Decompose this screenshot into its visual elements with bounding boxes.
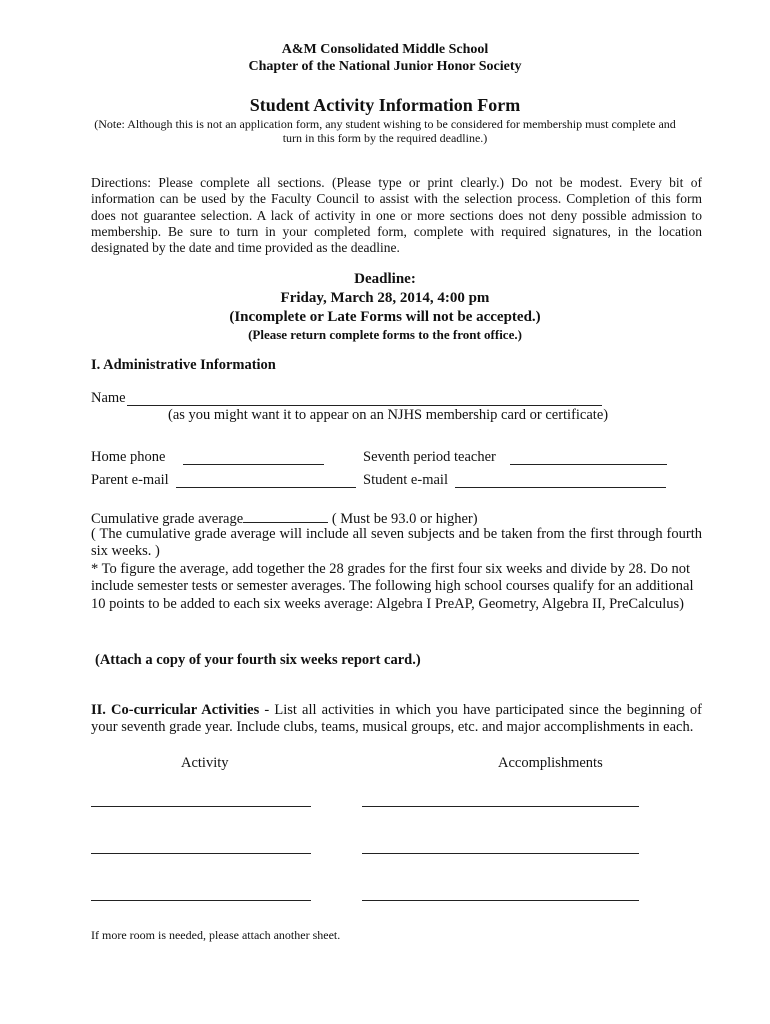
name-label: Name [91, 390, 126, 406]
note-line-2: turn in this form by the required deadline.) [282, 131, 488, 145]
chapter-name: Chapter of the National Junior Honor Society [248, 59, 522, 74]
section1-heading: I. Administrative Information [91, 357, 276, 373]
gpa-field[interactable] [243, 508, 328, 523]
note-line-1: (Note: Although this is not an application form, any student wishing to be considered for membership must complete and [94, 117, 676, 131]
accomplishment-field-3[interactable] [362, 900, 639, 901]
seventh-teacher-field[interactable] [510, 464, 667, 465]
student-email-field[interactable] [455, 487, 666, 488]
gpa-note: ( The cumulative grade average will include all seven subjects and be taken from the first through fourth six weeks. ) [91, 526, 702, 560]
seventh-teacher-label: Seventh period teacher [363, 449, 496, 465]
activity-field-3[interactable] [91, 900, 311, 901]
deadline-date: Friday, March 28, 2014, 4:00 pm [280, 290, 490, 306]
name-field[interactable] [127, 405, 602, 406]
section2-intro-text: - List all activities in which you have participated since the beginning of your seventh grade year. Include clubs, teams, musical groups, etc. and major accomplishments in each. [91, 702, 702, 736]
deadline-label: Deadline: [354, 271, 416, 287]
home-phone-label: Home phone [91, 449, 166, 465]
parent-email-label: Parent e-mail [91, 472, 169, 488]
directions-paragraph: Directions: Please complete all sections. (Please type or print clearly.) Do not be modest. Every bit of information can be used by the Faculty Council to assist with the selection process. Completion of this form does not guarantee selection. A lack of activity in one or more sections does not deny possible admission to membership. Be sure to turn in your completed form, complete with required signatures, in the location designated by the date and time provided as the deadline. [91, 175, 702, 256]
accomplishments-column-header: Accomplishments [498, 755, 603, 771]
gpa-requirement: ( Must be 93.0 or higher) [331, 511, 478, 527]
section2-heading: II. Co-curricular Activities [91, 702, 260, 718]
school-name: A&M Consolidated Middle School [281, 42, 489, 57]
attach-report-card-note: (Attach a copy of your fourth six weeks report card.) [95, 652, 421, 668]
deadline-warning: (Incomplete or Late Forms will not be accepted.) [229, 309, 541, 325]
gpa-row [91, 508, 478, 528]
form-title: Student Activity Information Form [249, 95, 521, 115]
name-hint: (as you might want it to appear on an NJHS membership card or certificate) [168, 407, 609, 423]
gpa-label: Cumulative grade average [91, 511, 244, 527]
activity-field-2[interactable] [91, 853, 311, 854]
accomplishment-field-1[interactable] [362, 806, 639, 807]
extra-sheet-note: If more room is needed, please attach another sheet. [91, 928, 341, 942]
activity-field-1[interactable] [91, 806, 311, 807]
activity-column-header: Activity [181, 755, 229, 771]
home-phone-field[interactable] [183, 464, 324, 465]
parent-email-field[interactable] [176, 487, 356, 488]
return-note: (Please return complete forms to the front office.) [248, 327, 522, 342]
accomplishment-field-2[interactable] [362, 853, 639, 854]
gpa-instructions: * To figure the average, add together the 28 grades for the first four six weeks and divide by 28. Do not include semester tests or semester averages. The following high school courses qualify for an additional 10 points to be added to each six weeks average: Algebra I PreAP, Geometry, Algebra II, PreCalculus) [91, 561, 694, 612]
section2-intro [91, 702, 702, 737]
student-email-label: Student e-mail [363, 472, 448, 488]
